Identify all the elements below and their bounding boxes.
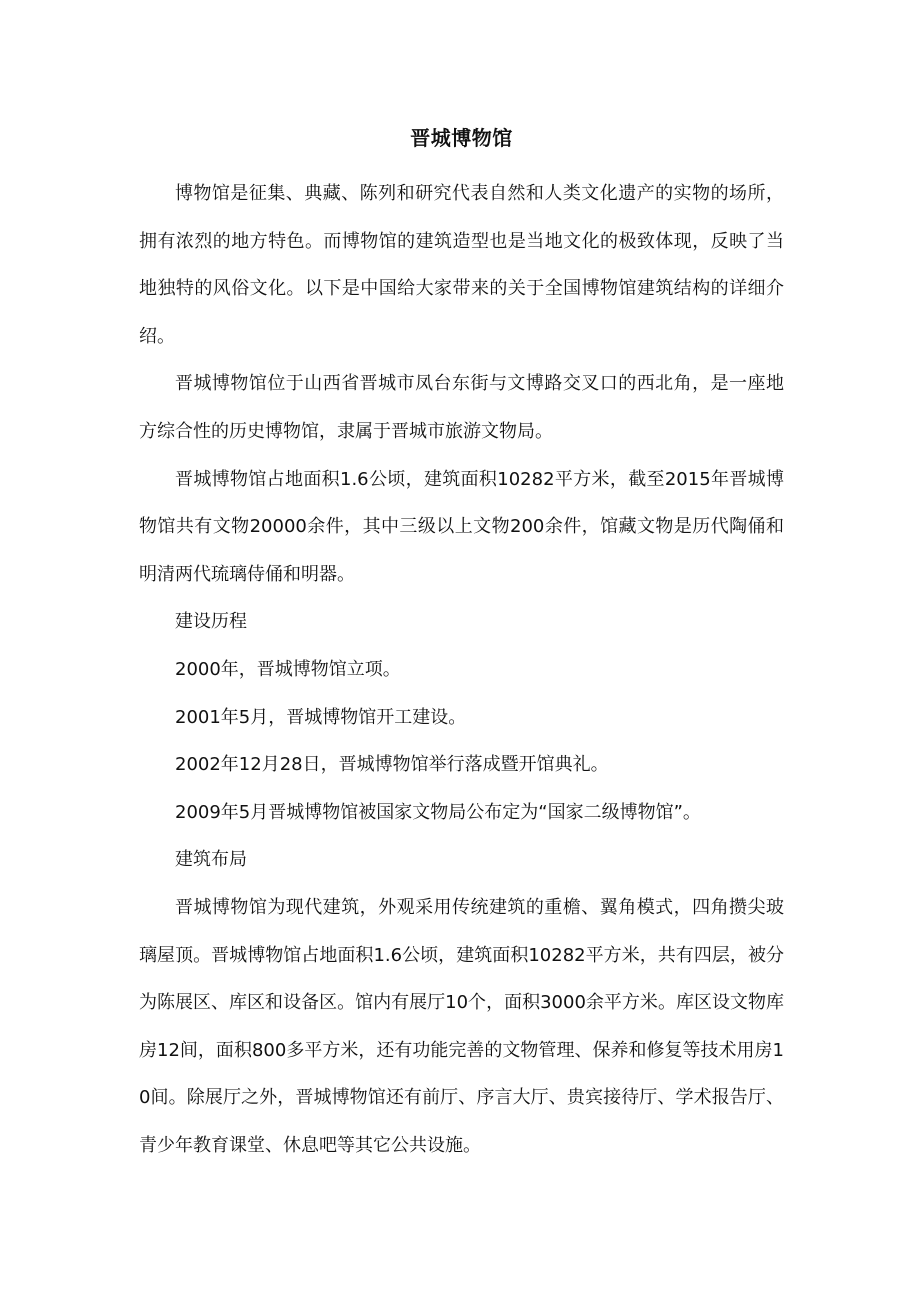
location-paragraph: 晋城博物馆位于山西省晋城市凤台东街与文博路交叉口的西北角，是一座地方综合性的历史博物馆，隶属于晋城市旅游文物局。 xyxy=(139,373,784,442)
document-title: 晋城博物馆 xyxy=(410,126,513,150)
history-item: 2002年12月28日，晋城博物馆举行落成暨开馆典礼。 xyxy=(175,754,609,776)
architecture-heading: 建筑布局 xyxy=(175,849,247,871)
history-heading: 建设历程 xyxy=(175,611,247,633)
intro-paragraph: 博物馆是征集、典藏、陈列和研究代表自然和人类文化遗产的实物的场所，拥有浓烈的地方特色。而博物馆的建筑造型也是当地文化的极致体现，反映了当地独特的风俗文化。以下是中国给大家带来的关于全国博物馆建筑结构的详细介绍。 xyxy=(139,183,784,347)
collection-paragraph: 晋城博物馆占地面积1.6公顷，建筑面积10282平方米，截至2015年晋城博物馆共有文物20000余件，其中三级以上文物200余件，馆藏文物是历代陶俑和明清两代琉璃侍俑和明器。 xyxy=(139,468,784,585)
history-item: 2009年5月晋城博物馆被国家文物局公布定为“国家二级博物馆”。 xyxy=(175,801,701,823)
architecture-paragraph: 晋城博物馆为现代建筑，外观采用传统建筑的重檐、翼角模式，四角攒尖玻璃屋顶。晋城博物馆占地面积1.6公顷，建筑面积10282平方米，共有四层，被分为陈展区、库区和设备区。馆内有展厅10个，面积3000余平方米。库区设文物库房12间，面积800多平方米，还有功能完善的文物管理、保养和修复等技术用房10间。除展厅之外，晋城博物馆还有前厅、序言大厅、贵宾接待厅、学术报告厅、青少年教育课堂、休息吧等其它公共设施。 xyxy=(139,896,784,1156)
document-body xyxy=(139,118,784,1169)
history-item: 2000年，晋城博物馆立项。 xyxy=(175,658,401,680)
history-item: 2001年5月，晋城博物馆开工建设。 xyxy=(175,706,467,728)
